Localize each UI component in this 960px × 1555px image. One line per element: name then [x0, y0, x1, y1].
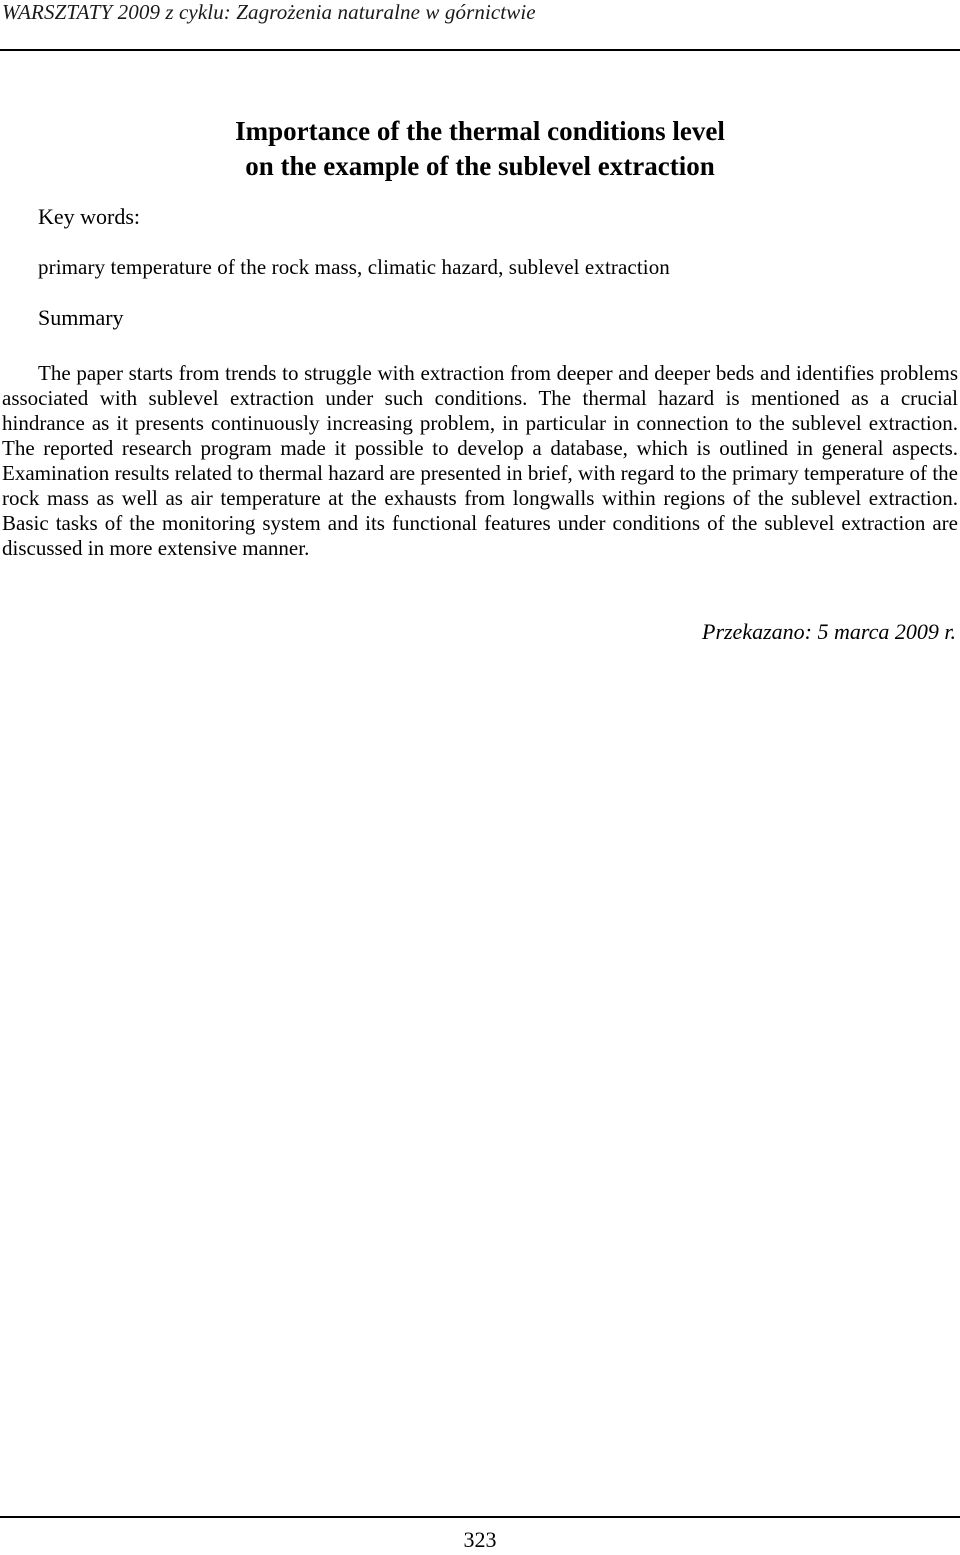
key-words-label: Key words: [38, 204, 141, 229]
article-title-line-1: Importance of the thermal conditions level [235, 116, 725, 146]
received-date: Przekazano: 5 marca 2009 r. [702, 619, 956, 644]
key-words-list: primary temperature of the rock mass, climatic hazard, sublevel extraction [38, 255, 670, 279]
running-header: WARSZTATY 2009 z cyklu: Zagrożenia naturalne w górnictwie [2, 0, 536, 24]
summary-label: Summary [38, 305, 124, 330]
article-title-line-2: on the example of the sublevel extraction [245, 151, 715, 181]
page-number: 323 [463, 1527, 497, 1552]
header-divider [0, 49, 960, 51]
article-title [0, 114, 960, 184]
abstract-paragraph: The paper starts from trends to struggle with extraction from deeper and deeper beds and identifies problems associated with sublevel extraction under such conditions. The thermal hazard is mentioned as a crucial hindrance as it presents continuously increasing problem, in particular in connection to the sublevel extraction. The reported research program made it possible to develop a database, which is outlined in general aspects. Examination results related to thermal hazard are presented in brief, with regard to the primary temperature of the rock mass as well as air temperature at the exhausts from longwalls within regions of the sublevel extraction. Basic tasks of the monitoring system and its functional features under conditions of the sublevel extraction are discussed in more extensive manner. [2, 361, 958, 560]
footer-divider [0, 1516, 960, 1518]
